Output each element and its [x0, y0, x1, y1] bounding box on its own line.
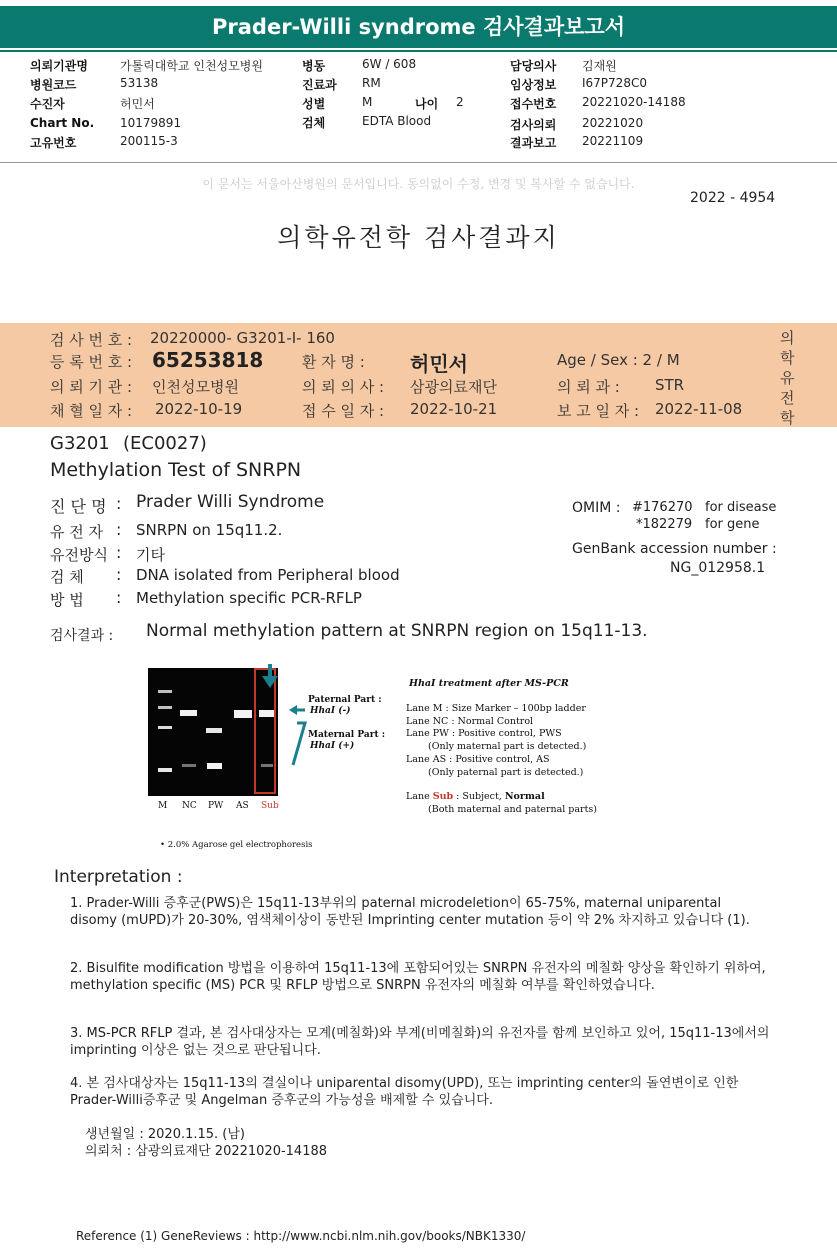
value-institution: 가톨릭대학교 인천성모병원: [120, 59, 263, 73]
band-doctor: 삼광의료재단: [410, 378, 497, 396]
band-reg-no-label: 등 록 번 호 :: [50, 353, 133, 371]
test-subcode: (EC0027): [123, 433, 207, 454]
interpretation-item-4: 4. 본 검사대상자는 15q11-13의 결실이나 uniparental disomy(UPD), 또는 imprinting center의 돌연변이로 인한 Prader-Willi증후군 및 Angelman 증후군의 가능성을 배제할 수 있습니다.: [70, 1076, 739, 1108]
legend-sub: Sub: [432, 791, 454, 802]
label-inheritance: 유전방식: [50, 546, 108, 564]
label-receipt-no: 접수번호: [510, 97, 557, 111]
label-ward: 병동: [302, 59, 326, 73]
maternal-label: Maternal Part :: [308, 730, 386, 740]
legend-line-1: Lane M : Size Marker – 100bp ladder: [406, 703, 586, 714]
label-sex: 성별: [302, 97, 326, 111]
band-collect-label: 채 혈 일 자 :: [50, 402, 133, 420]
value-hospital-code: 53138: [120, 76, 159, 90]
value-specimen: EDTA Blood: [362, 114, 432, 128]
copyright-notice: 이 문서는 서울아산병원의 문서입니다. 동의없이 수정, 변경 및 복사할 수 없습니다.: [202, 177, 635, 191]
interpretation-item-3: 3. MS-PCR RFLP 결과, 본 검사대상자는 모계(메칠화)와 부계(비메칠화)의 유전자를 함께 보인하고 있어, 15q11-13에서의 imprinting 이상은 없는 것으로 판단됩니다.: [70, 1026, 770, 1058]
band-collect: 2022-10-19: [155, 400, 243, 418]
test-code: G3201: [50, 433, 110, 454]
label-patient: 수진자: [30, 97, 65, 111]
band-side-1: 의: [780, 329, 795, 347]
gel-footnote: • 2.0% Agarose gel electrophoresis: [160, 840, 313, 850]
omim-label: OMIM :: [572, 500, 621, 516]
document-number: 2022 - 4954: [690, 190, 776, 206]
band-report: 2022-11-08: [655, 400, 743, 418]
band-patient: 허민서: [410, 352, 468, 376]
value-clinical-info: I67P728C0: [582, 76, 647, 90]
label-department: 진료과: [302, 78, 337, 92]
lane-label-sub: Sub: [261, 801, 279, 811]
label-institution: 의뢰기관명: [30, 59, 88, 73]
band-doctor-label: 의 뢰 의 사 :: [302, 378, 385, 396]
band-test-no-label: 검 사 번 호 :: [50, 331, 133, 349]
test-name: Methylation Test of SNRPN: [50, 459, 302, 481]
band-inst: 인천성모병원: [152, 378, 239, 396]
interpretation-item-2: 2. Bisulfite modification 방법을 이용하여 15q11-13에 포함되어있는 SNRPN 유전자의 메칠화 양상을 확인하기 위하여, methylation specific (MS) PCR 및 RFLP 방법으로 SNRPN 유전자의 메칠화 여부를 확인하였습니다.: [70, 961, 766, 993]
lane-label-nc: NC: [182, 801, 197, 811]
value-doctor: 김재원: [582, 59, 617, 73]
value-sample: DNA isolated from Peripheral blood: [136, 566, 400, 584]
label-unique-no: 고유번호: [30, 136, 77, 150]
label-specimen: 검체: [302, 116, 326, 130]
legend-sub-line: Lane Sub : Subject, Normal: [406, 791, 545, 802]
omim-disease-note: for disease: [705, 500, 777, 515]
label-doctor: 담당의사: [510, 59, 557, 73]
band-inst-label: 의 뢰 기 관 :: [50, 378, 133, 396]
lane-label-m: M: [158, 801, 168, 811]
value-report-date: 20221109: [582, 134, 644, 148]
lane-label-as: AS: [236, 801, 249, 811]
label-chart-no: Chart No.: [30, 116, 95, 130]
gel-arrows: [255, 660, 315, 775]
legend-line-5: Lane AS : Positive control, AS: [406, 754, 550, 765]
band-dept-label: 의 뢰 과 :: [557, 378, 620, 396]
legend-sub-result: Normal: [504, 791, 545, 802]
value-chart-no: 10179891: [120, 116, 182, 130]
requester: 의뢰처 : 삼광의료재단 20221020-14188: [85, 1144, 328, 1159]
band-patient-label: 환 자 명 :: [302, 353, 365, 371]
band-receive-label: 접 수 일 자 :: [302, 402, 385, 420]
lane-label-pw: PW: [208, 801, 224, 811]
label-age: 나이: [415, 97, 439, 111]
legend-sub-note: (Both maternal and paternal parts): [428, 804, 597, 815]
band-dept: STR: [655, 376, 685, 394]
band-report-label: 보 고 일 자 :: [557, 402, 640, 420]
value-unique-no: 200115-3: [120, 134, 178, 148]
legend-line-3: Lane PW : Positive control, PWS: [406, 728, 562, 739]
paternal-enzyme: HhaI (-): [310, 706, 351, 716]
legend-line-2: Lane NC : Normal Control: [406, 716, 534, 727]
label-sample: 검 체: [50, 568, 84, 586]
band-receive: 2022-10-21: [410, 400, 498, 418]
band-side-5: 학: [780, 409, 795, 427]
label-hospital-code: 병원코드: [30, 78, 77, 92]
value-diagnosis: Prader Willi Syndrome: [136, 492, 325, 512]
value-patient: 허민서: [120, 97, 155, 111]
header-divider: [0, 162, 837, 163]
document-title: 의학유전학 검사결과지: [277, 223, 560, 252]
band-side-2: 학: [780, 349, 795, 367]
value-gene: SNRPN on 15q11.2.: [136, 521, 283, 539]
value-ward: 6W / 608: [362, 57, 417, 71]
label-diagnosis: 진 단 명: [50, 497, 107, 516]
band-test-no: 20220000- G3201-I- 160: [150, 329, 335, 347]
genbank-accession: NG_012958.1: [670, 560, 766, 576]
report-title: Prader-Willi syndrome 검사결과보고서: [0, 6, 837, 48]
birth-date: 생년월일 : 2020.1.15. (남): [85, 1127, 246, 1142]
title-divider: [0, 50, 837, 52]
reference: Reference (1) GeneReviews : http://www.ncbi.nlm.nih.gov/books/NBK1330/: [76, 1229, 526, 1243]
legend-line-4: (Only maternal part is detected.): [428, 741, 587, 752]
interpretation-heading: Interpretation :: [54, 867, 183, 887]
band-side-3: 유: [780, 369, 795, 387]
genbank-label: GenBank accession number :: [572, 541, 777, 557]
value-request-date: 20221020: [582, 116, 644, 130]
result-text: Normal methylation pattern at SNRPN region on 15q11-13.: [146, 621, 648, 641]
value-method: Methylation specific PCR-RFLP: [136, 589, 362, 607]
band-age-sex: Age / Sex : 2 / M: [557, 351, 680, 369]
omim-disease: #176270: [632, 500, 693, 515]
label-gene: 유 전 자: [50, 523, 104, 541]
value-inheritance: 기타: [136, 546, 165, 564]
band-reg-no: 65253818: [152, 348, 264, 372]
value-receipt-no: 20221020-14188: [582, 95, 686, 109]
curved-arrow-maternal-icon: [293, 723, 305, 765]
label-method: 방 법: [50, 591, 84, 609]
value-age: 2: [456, 95, 464, 109]
interpretation-item-1: 1. Prader-Willi 증후군(PWS)은 15q11-13부위의 paternal microdeletion이 65-75%, maternal uniparental disomy (mUPD)가 20-30%, 염색체이상이 동반된 Imprinting center mutation 등이 약 2% 차지하고 있습니다 (1).: [70, 896, 750, 928]
result-label: 검사결과 :: [50, 628, 114, 644]
value-department: RM: [362, 76, 381, 90]
omim-gene-note: for gene: [705, 517, 760, 532]
legend-title: HhaI treatment after MS-PCR: [409, 678, 569, 689]
maternal-enzyme: HhaI (+): [310, 741, 355, 751]
omim-gene: *182279: [636, 517, 693, 532]
paternal-label: Paternal Part :: [308, 695, 382, 705]
label-report-date: 결과보고: [510, 136, 557, 150]
band-side-4: 전: [780, 389, 795, 407]
legend-line-6: (Only paternal part is detected.): [428, 767, 584, 778]
down-arrow-head-icon: [262, 676, 278, 688]
value-sex: M: [362, 95, 373, 109]
label-clinical-info: 임상정보: [510, 78, 557, 92]
label-request-date: 검사의뢰: [510, 118, 557, 132]
